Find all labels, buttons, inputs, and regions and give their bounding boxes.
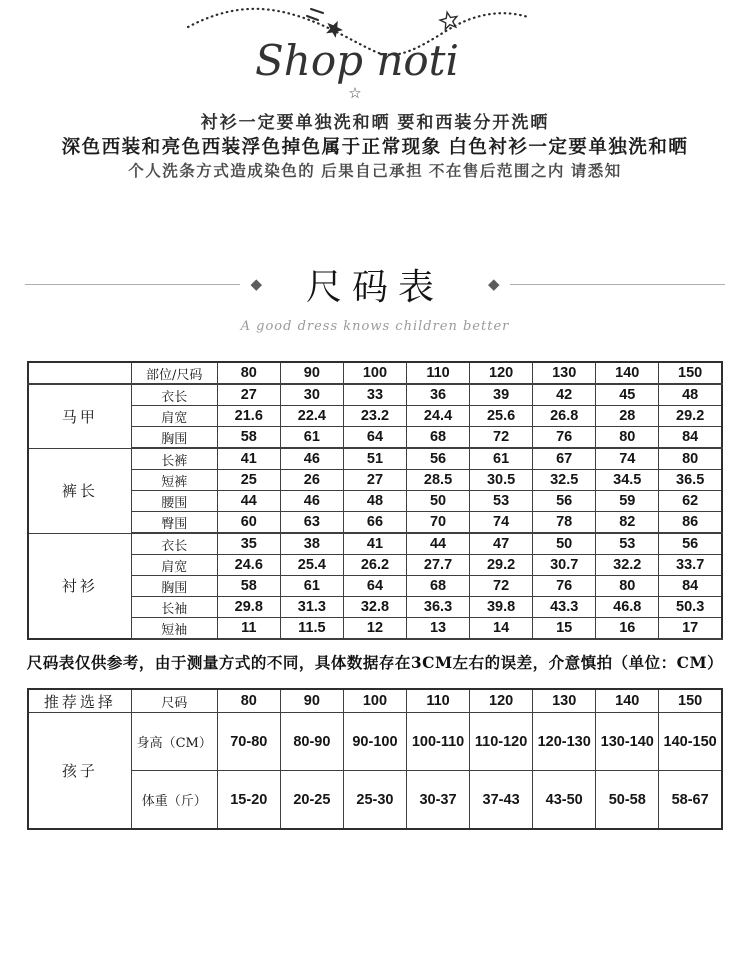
- size-table-row: [28, 448, 722, 470]
- value-cell: 30.5: [470, 470, 533, 491]
- washing-notices: [0, 108, 750, 181]
- value-cell: 30-37: [406, 771, 469, 830]
- row-label-cell: 长袖: [131, 597, 217, 618]
- group-label-cell: 衬衫: [28, 533, 131, 639]
- value-cell: 27: [343, 470, 406, 491]
- size-table-row: [28, 576, 722, 597]
- value-cell: 26.2: [343, 555, 406, 576]
- title-divider: [0, 259, 750, 310]
- size-table-row: [28, 597, 722, 618]
- size-table-row: [28, 406, 722, 427]
- size-table-row: [28, 427, 722, 449]
- size-table-row: [28, 512, 722, 534]
- size-header-cell: 150: [659, 689, 722, 713]
- value-cell: 76: [533, 576, 596, 597]
- size-table-row: [28, 491, 722, 512]
- size-header-cell: 130: [533, 689, 596, 713]
- value-cell: 23.2: [343, 406, 406, 427]
- value-cell: 27: [217, 384, 280, 406]
- row-label-cell: 身高（CM）: [131, 713, 217, 771]
- value-cell: 42: [533, 384, 596, 406]
- row-label-cell: 长裤: [131, 448, 217, 470]
- value-cell: 48: [343, 491, 406, 512]
- size-chart-header: [0, 259, 750, 334]
- value-cell: 84: [659, 576, 722, 597]
- value-cell: 43.3: [533, 597, 596, 618]
- value-cell: 74: [596, 448, 659, 470]
- notice-line-2: 深色西装和亮色西装浮色掉色属于正常现象 白色衬衫一定要单独洗和晒: [61, 136, 689, 157]
- column-header-cell: 尺码: [131, 689, 217, 713]
- outline-star-icon: [439, 10, 459, 30]
- value-cell: 36.5: [659, 470, 722, 491]
- recommend-table: [27, 688, 723, 830]
- value-cell: 61: [470, 448, 533, 470]
- divider-line: [510, 284, 725, 285]
- row-label-cell: 肩宽: [131, 555, 217, 576]
- size-header-cell: 110: [406, 362, 469, 384]
- value-cell: 60: [217, 512, 280, 534]
- notice-line-1: 衬衫一定要单独洗和晒 要和西装分开洗晒: [200, 113, 550, 132]
- value-cell: 80: [596, 576, 659, 597]
- value-cell: 58: [217, 576, 280, 597]
- value-cell: 56: [406, 448, 469, 470]
- size-table-row: [28, 533, 722, 555]
- value-cell: 50: [406, 491, 469, 512]
- value-cell: 32.5: [533, 470, 596, 491]
- brand-logo: Shop noti: [255, 36, 459, 85]
- value-cell: 58: [217, 427, 280, 449]
- value-cell: 100-110: [406, 713, 469, 771]
- value-cell: 53: [470, 491, 533, 512]
- value-cell: 25.6: [470, 406, 533, 427]
- size-header-cell: 80: [217, 689, 280, 713]
- value-cell: 78: [533, 512, 596, 534]
- value-cell: 84: [659, 427, 722, 449]
- value-cell: 29.8: [217, 597, 280, 618]
- value-cell: 130-140: [596, 713, 659, 771]
- value-cell: 61: [280, 427, 343, 449]
- value-cell: 56: [659, 533, 722, 555]
- size-header-cell: 90: [280, 362, 343, 384]
- value-cell: 35: [217, 533, 280, 555]
- size-table: [27, 361, 723, 640]
- value-cell: 13: [406, 618, 469, 640]
- value-cell: 68: [406, 427, 469, 449]
- value-cell: 21.6: [217, 406, 280, 427]
- size-header-cell: 120: [470, 689, 533, 713]
- value-cell: 16: [596, 618, 659, 640]
- value-cell: 24.6: [217, 555, 280, 576]
- divider-line: [25, 284, 240, 285]
- row-label-cell: 短袖: [131, 618, 217, 640]
- value-cell: 67: [533, 448, 596, 470]
- value-cell: 63: [280, 512, 343, 534]
- value-cell: 41: [343, 533, 406, 555]
- value-cell: 46.8: [596, 597, 659, 618]
- row-label-cell: 胸围: [131, 427, 217, 449]
- value-cell: 38: [280, 533, 343, 555]
- value-cell: 80: [659, 448, 722, 470]
- value-cell: 32.8: [343, 597, 406, 618]
- value-cell: 50: [533, 533, 596, 555]
- value-cell: 17: [659, 618, 722, 640]
- row-label-cell: 衣长: [131, 533, 217, 555]
- value-cell: 36.3: [406, 597, 469, 618]
- value-cell: 33.7: [659, 555, 722, 576]
- value-cell: 15: [533, 618, 596, 640]
- value-cell: 56: [533, 491, 596, 512]
- size-note: 尺码表仅供参考，由于测量方式的不同，具体数据存在3CM左右的误差，介意慎拍（单位：CM）: [26, 653, 724, 672]
- value-cell: 32.2: [596, 555, 659, 576]
- value-cell: 27.7: [406, 555, 469, 576]
- value-cell: 46: [280, 491, 343, 512]
- row-label-cell: 腰围: [131, 491, 217, 512]
- value-cell: 24.4: [406, 406, 469, 427]
- value-cell: 14: [470, 618, 533, 640]
- value-cell: 68: [406, 576, 469, 597]
- notice-line-3: 个人洗条方式造成染色的 后果自己承担 不在售后范围之内 请悉知: [128, 163, 622, 180]
- row-label-cell: 体重（斤）: [131, 771, 217, 830]
- size-header-cell: 80: [217, 362, 280, 384]
- value-cell: 90-100: [343, 713, 406, 771]
- value-cell: 80-90: [280, 713, 343, 771]
- group-label-cell: 裤长: [28, 448, 131, 533]
- value-cell: 51: [343, 448, 406, 470]
- value-cell: 12: [343, 618, 406, 640]
- size-header-cell: 100: [343, 689, 406, 713]
- value-cell: 82: [596, 512, 659, 534]
- value-cell: 58-67: [659, 771, 722, 830]
- size-table-row: [28, 384, 722, 406]
- value-cell: 30: [280, 384, 343, 406]
- value-cell: 25-30: [343, 771, 406, 830]
- value-cell: 28: [596, 406, 659, 427]
- value-cell: 45: [596, 384, 659, 406]
- value-cell: 26: [280, 470, 343, 491]
- size-table-header-row: [28, 362, 722, 384]
- value-cell: 48: [659, 384, 722, 406]
- value-cell: 66: [343, 512, 406, 534]
- value-cell: 86: [659, 512, 722, 534]
- row-label-cell: 肩宽: [131, 406, 217, 427]
- value-cell: 22.4: [280, 406, 343, 427]
- size-table-row: [28, 470, 722, 491]
- recommend-corner-cell: 推荐选择: [28, 689, 131, 713]
- value-cell: 20-25: [280, 771, 343, 830]
- group-label-cell: 孩子: [28, 713, 131, 830]
- value-cell: 37-43: [470, 771, 533, 830]
- value-cell: 31.3: [280, 597, 343, 618]
- value-cell: 50-58: [596, 771, 659, 830]
- empty-corner-cell: [28, 362, 131, 384]
- value-cell: 43-50: [533, 771, 596, 830]
- size-table-row: [28, 555, 722, 576]
- size-header-cell: 140: [596, 689, 659, 713]
- size-chart-title: 尺码表: [306, 267, 445, 308]
- value-cell: 72: [470, 427, 533, 449]
- value-cell: 70-80: [217, 713, 280, 771]
- value-cell: 15-20: [217, 771, 280, 830]
- value-cell: 26.8: [533, 406, 596, 427]
- row-label-cell: 胸围: [131, 576, 217, 597]
- recommend-table-row: [28, 771, 722, 830]
- value-cell: 29.2: [470, 555, 533, 576]
- size-header-cell: 90: [280, 689, 343, 713]
- value-cell: 25.4: [280, 555, 343, 576]
- diamond-icon: ◆: [488, 276, 500, 293]
- value-cell: 11.5: [280, 618, 343, 640]
- star-icon: ☆: [348, 85, 362, 102]
- value-cell: 39: [470, 384, 533, 406]
- value-cell: 76: [533, 427, 596, 449]
- value-cell: 59: [596, 491, 659, 512]
- value-cell: 64: [343, 576, 406, 597]
- value-cell: 44: [217, 491, 280, 512]
- value-cell: 36: [406, 384, 469, 406]
- value-cell: 50.3: [659, 597, 722, 618]
- value-cell: 120-130: [533, 713, 596, 771]
- value-cell: 47: [470, 533, 533, 555]
- recommend-table-row: [28, 713, 722, 771]
- value-cell: 28.5: [406, 470, 469, 491]
- size-chart-subtitle: A good dress knows children better: [240, 319, 510, 334]
- value-cell: 64: [343, 427, 406, 449]
- size-table-row: [28, 618, 722, 640]
- value-cell: 30.7: [533, 555, 596, 576]
- value-cell: 110-120: [470, 713, 533, 771]
- value-cell: 34.5: [596, 470, 659, 491]
- size-header-cell: 120: [470, 362, 533, 384]
- brand-header: [0, 0, 750, 108]
- size-header-cell: 140: [596, 362, 659, 384]
- recommend-table-header-row: [28, 689, 722, 713]
- motion-dash-icon: [311, 9, 323, 13]
- size-header-cell: 110: [406, 689, 469, 713]
- value-cell: 39.8: [470, 597, 533, 618]
- diamond-icon: ◆: [250, 276, 262, 293]
- value-cell: 61: [280, 576, 343, 597]
- value-cell: 41: [217, 448, 280, 470]
- row-label-cell: 衣长: [131, 384, 217, 406]
- value-cell: 53: [596, 533, 659, 555]
- value-cell: 72: [470, 576, 533, 597]
- value-cell: 70: [406, 512, 469, 534]
- value-cell: 140-150: [659, 713, 722, 771]
- column-header-cell: 部位/尺码: [131, 362, 217, 384]
- size-header-cell: 130: [533, 362, 596, 384]
- value-cell: 46: [280, 448, 343, 470]
- row-label-cell: 臀围: [131, 512, 217, 534]
- value-cell: 33: [343, 384, 406, 406]
- value-cell: 74: [470, 512, 533, 534]
- value-cell: 80: [596, 427, 659, 449]
- value-cell: 11: [217, 618, 280, 640]
- size-header-cell: 150: [659, 362, 722, 384]
- value-cell: 25: [217, 470, 280, 491]
- value-cell: 62: [659, 491, 722, 512]
- value-cell: 44: [406, 533, 469, 555]
- value-cell: 29.2: [659, 406, 722, 427]
- size-header-cell: 100: [343, 362, 406, 384]
- row-label-cell: 短裤: [131, 470, 217, 491]
- group-label-cell: 马甲: [28, 384, 131, 448]
